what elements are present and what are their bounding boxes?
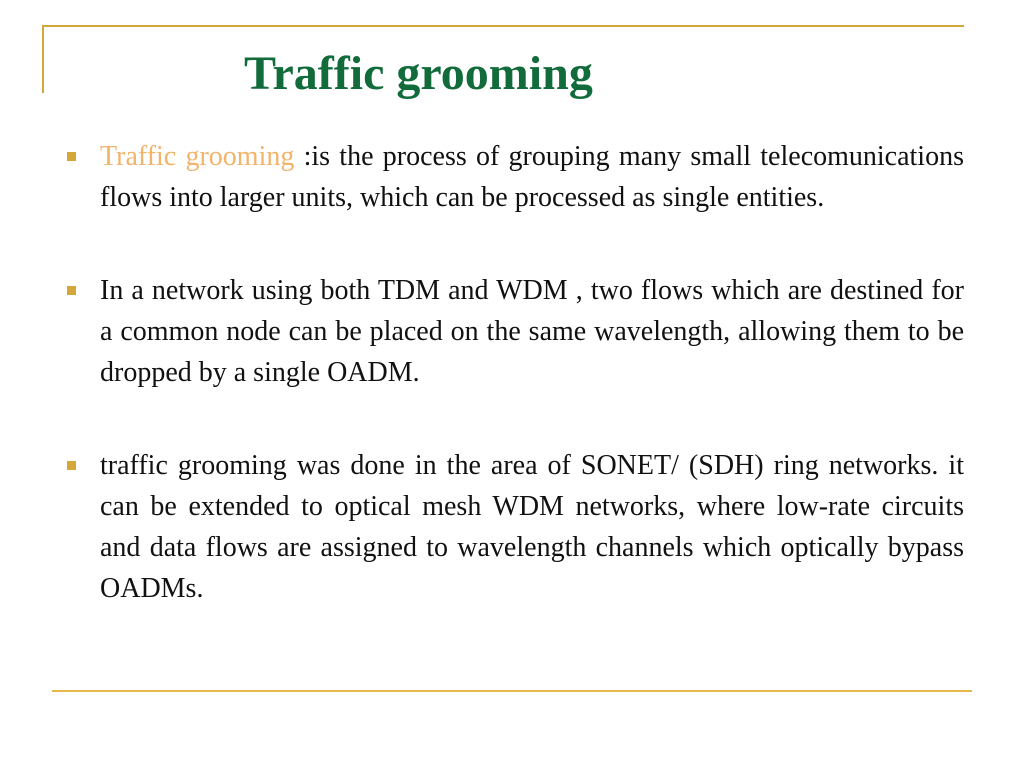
bullet-text: traffic grooming was done in the area of SONET/ (SDH) ring networks. it can be extended to optical mesh WDM networks, where low-rate circuits and data flows are assigned to wavelength channels which optically bypass OADMs. — [100, 450, 964, 604]
highlighted-term: Traffic grooming — [100, 141, 295, 172]
square-bullet-icon — [67, 461, 76, 470]
bullet-text: :is the process of grouping many small telecomunications flows into larger units, which can be processed as single entities. — [100, 141, 964, 213]
frame-top-line — [42, 25, 964, 27]
frame-left-line — [42, 25, 44, 93]
bullet-item — [60, 445, 964, 609]
bullet-item — [60, 270, 964, 393]
bullet-text: In a network using both TDM and WDM , two flows which are destined for a common node can be placed on the same wavelength, allowing them to be dropped by a single OADM. — [100, 275, 964, 388]
bullet-list — [60, 136, 964, 661]
slide-title: Traffic grooming — [244, 47, 593, 100]
frame-bottom-line — [52, 690, 972, 692]
square-bullet-icon — [67, 152, 76, 161]
bullet-item — [60, 136, 964, 218]
square-bullet-icon — [67, 286, 76, 295]
